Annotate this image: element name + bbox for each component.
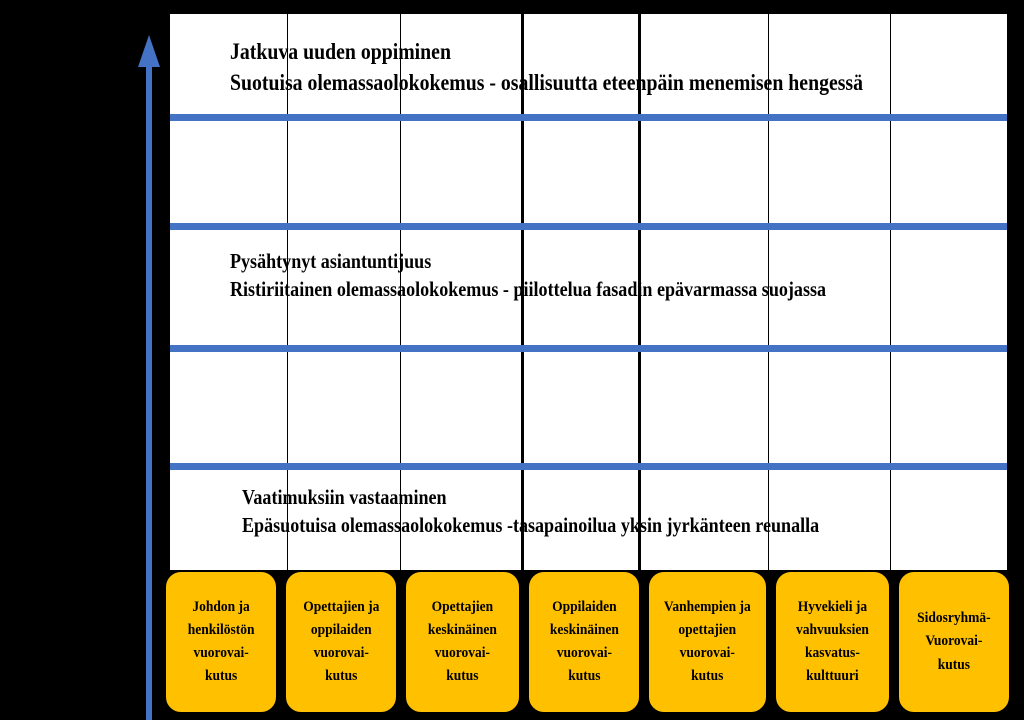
column-divider	[890, 14, 891, 570]
level-band	[170, 345, 1007, 352]
level-bottom	[242, 483, 819, 540]
category-box: Hyvekieli ja vahvuuksien kasvatus- kulttuuri	[775, 571, 890, 713]
level-band	[170, 463, 1007, 470]
level-band	[170, 223, 1007, 230]
level-grid	[169, 13, 1008, 571]
vertical-axis-arrow-line	[146, 60, 152, 720]
level-bottom-title: Vaatimuksiin vastaaminen	[242, 485, 447, 509]
category-box: Johdon ja henkilöstön vuorovai- kutus	[165, 571, 277, 713]
category-box: Oppilaiden keskinäinen vuorovai- kutus	[528, 571, 640, 713]
level-top-title: Jatkuva uuden oppiminen	[230, 39, 451, 64]
level-top-desc: Suotuisa olemassaolokokemus - osallisuutta eteenpäin menemisen hengessä	[230, 70, 864, 96]
level-middle	[230, 247, 826, 304]
level-band	[170, 114, 1007, 121]
level-middle-title: Pysähtynyt asiantuntijuus	[230, 249, 432, 273]
category-box: Opettajien ja oppilaiden vuorovai- kutus	[285, 571, 397, 713]
category-box: Vanhempien ja opettajien vuorovai- kutus	[648, 571, 767, 713]
arrow-up-icon	[138, 35, 160, 67]
category-box: Opettajien keskinäinen vuorovai- kutus	[405, 571, 520, 713]
level-bottom-desc: Epäsuotuisa olemassaolokokemus -tasapainoilua yksin jyrkänteen reunalla	[242, 513, 820, 538]
category-box: Sidosryhmä- Vuorovai- kutus	[898, 571, 1010, 713]
level-top	[230, 36, 863, 98]
level-middle-desc: Ristiriitainen olemassaolokokemus - piilottelua fasadin epävarmassa suojassa	[230, 277, 827, 302]
